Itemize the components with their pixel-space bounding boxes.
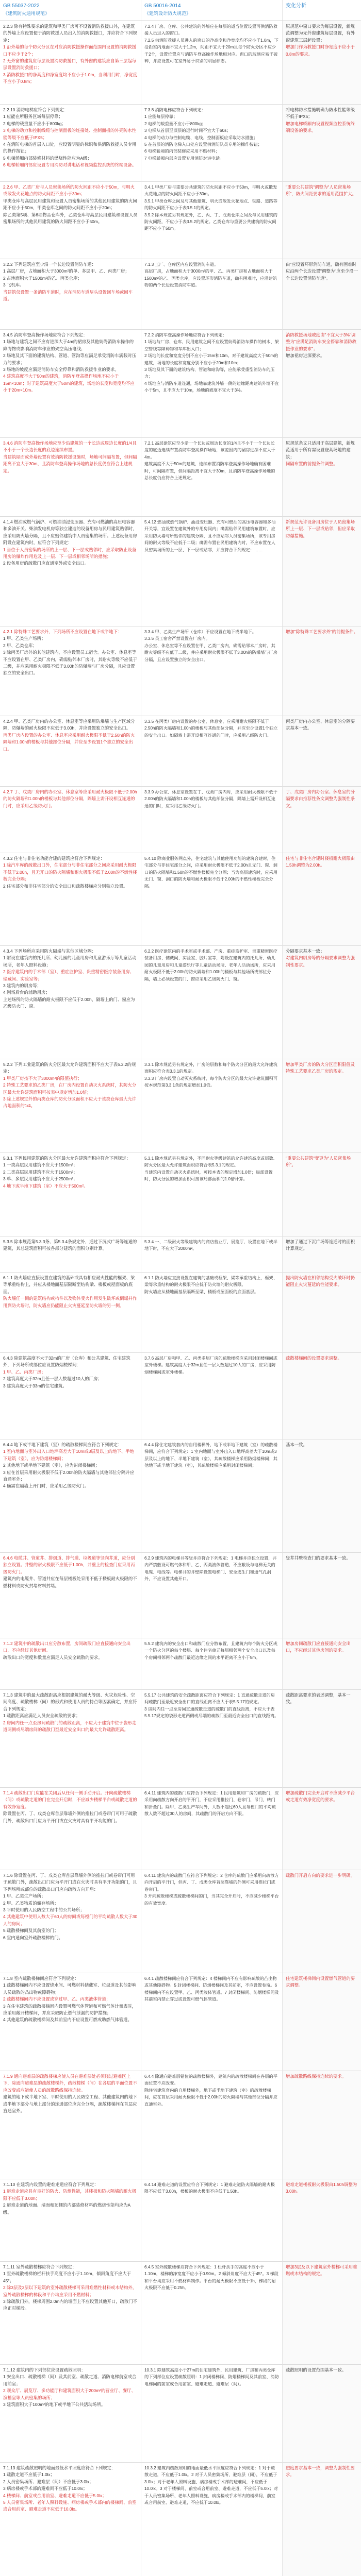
header-col-gb50016-name: 《建筑设计防火规范》 bbox=[144, 11, 191, 16]
old-standard-cell bbox=[141, 2179, 283, 2262]
clause-text: 增加疏散门完全开启时不应减少平台或走道有效净宽度的要求。 bbox=[286, 1790, 355, 1803]
new-standard-cell bbox=[0, 1353, 141, 1439]
clause-text: 2 甲、乙类仓库； bbox=[3, 642, 37, 648]
clause-text: 5.3.4 一、二级耐火等级建筑内的商店营业厅、展览厅，设置在地下或半地下时，不应大于2000m²。 bbox=[144, 1240, 277, 1251]
clause-text: 4 在消防电梯的首层入口处，应设置明显的标识和供消防救援人员专用的操作按钮； bbox=[3, 142, 137, 154]
old-standard-cell bbox=[141, 330, 283, 438]
change-analysis-cell bbox=[283, 787, 361, 853]
clause-text: 3 场地及其下面的建筑结构、管道和暗沟等，应能承受重型消防车的压力； bbox=[144, 367, 275, 379]
clause-text: 疏散出口的宽度和数量应满足人员安全疏散的要求。 bbox=[3, 1654, 103, 1660]
new-standard-cell bbox=[0, 2071, 141, 2179]
clause-text: 6 电梯轿厢内部应设置专用消防对讲电话和视频监控系统的终端设备。 bbox=[3, 162, 137, 168]
old-standard-cell bbox=[141, 2365, 283, 2463]
clause-text: 当建筑内设置自动灭火系统时，可按本表的规定增加1.0倍；局部设置时，防火分区的增加面积可按该局部面积的1.0倍计算。 bbox=[144, 1170, 273, 1182]
clause-text: 7.3.8 消防电梯应符合下列规定： bbox=[144, 108, 206, 112]
clause-text: 增加房间疏散门应直接通向安全出口，不应经过其他房间的要求。 bbox=[286, 1641, 351, 1653]
clause-text: 1 场地与建筑之间不应有进深大于4m的裙房及其他妨碍消防车操作的障碍物或影响消防车作业的架空高压电线； bbox=[3, 339, 134, 351]
clause-text: 4 剧场后台的辅助用房； bbox=[3, 990, 50, 995]
new-standard-cell bbox=[0, 2179, 141, 2262]
clause-text: 5.4.10 除商业服务网点外，住宅建筑与其他使用功能的建筑合建时，住宅部分与非住宅部分之间，应采用耐火极限不低于2.00h且无门、窗、洞口的防火隔墙和1.50h的不燃性楼板完全分隔；当为高层建筑时，应采用无门、窗、洞口的防火墙和耐火极限不低于2.00h的不燃性楼板完全分隔。 bbox=[144, 856, 277, 889]
old-standard-cell bbox=[141, 1059, 283, 1153]
new-standard-cell bbox=[0, 716, 141, 787]
clause-text: 7.1.4 疏散出口门应能在关闭后从任何一侧手动开启。开向疏散楼梯（间）或疏散走道的门在完全开启时，不应减少楼梯平台或疏散走道的有效净宽度。 bbox=[3, 1790, 137, 1809]
new-standard-cell bbox=[0, 517, 141, 626]
clause-text: 3.3.3 厂房内设置自动灭火系统时，每个防火分区的最大允许建筑面积可按本规范第3.3.1条的规定增加1.0倍。 bbox=[144, 1076, 277, 1088]
clause-text: 2 住宅部分和非住宅部分的安全出口和疏散楼梯应分别独立设置。 bbox=[3, 883, 128, 889]
new-standard-cell bbox=[0, 1870, 141, 1973]
change-analysis-cell bbox=[283, 2179, 361, 2262]
clause-text: 2 场地的长度和宽度分别不应小于15m和10m。对于建筑高度大于50m的建筑，场地的长度和宽度分别不应小于20m和10m； bbox=[144, 353, 278, 365]
clause-text: 5 人员密集场所、老年人照料设施、病房楼或手术部内的楼梯间、前室或合用前室、避难走道不应低于10.0lx。 bbox=[3, 2500, 137, 2512]
old-standard-cell bbox=[141, 259, 283, 330]
clause-text: 3.2.2 下列建筑应至少沿一个长边设置消防车道： bbox=[3, 262, 96, 267]
clause-text: 原规范条文只适用于高层建筑，新规范适用于所有需设置登高场地的建筑； bbox=[286, 440, 355, 460]
clause-text: 3 建筑内的厨房等； bbox=[3, 983, 41, 989]
header-col-analysis-title: 变化分析 bbox=[286, 3, 306, 9]
clause-text: 6.4.5 室外疏散楼梯应符合下列规定：1 栏杆扶手的高度不应小于1.10m，楼梯的净宽度不应小于0.90m。2 倾斜角度不应大于45°。3 梯段和平台均应采用不燃材料制作。平台的耐火极限不应低于1h，梯段的耐火极限不应低于0.25h。 bbox=[144, 2265, 278, 2291]
old-standard-cell bbox=[141, 1353, 283, 1439]
clause-text: 对建筑内厨房等的分隔要求调整为强制性要求。 bbox=[286, 955, 355, 968]
clause-text: 4.1.4 燃油或燃气锅炉、可燃油油浸变压器、充有可燃油的高压电容器和多油开关、柴油发电机房等独立建造的设备用房与民用建筑贴邻时，应采用防火墙分隔，且不应贴邻建筑中人员密集的场所。上述设备用房附设在建筑内时，应符合下列规定： bbox=[3, 519, 137, 546]
clause-text: 疏散距离要求的表述调整，基本一致。 bbox=[286, 1692, 351, 1705]
old-standard-cell bbox=[141, 626, 283, 716]
clause-text: 7.1.3 工厂、仓库区内应设置消防车道。 bbox=[144, 262, 219, 267]
clause-text: 2 其他地下或半地下建筑（室），应为封闭楼梯间； bbox=[3, 1463, 100, 1468]
clause-text: 4 确需在隔墙上开门时，应采用乙级防火门。 bbox=[3, 1483, 89, 1489]
clause-text: 办公室、休息室等不应设置在甲、乙类厂房内，确需贴邻本厂房时，其耐火等级不应低于二级，并应采用耐火极限不低于3.00h的防爆墙与厂房分隔，且应设置独立的安全出口。 bbox=[144, 643, 277, 662]
new-standard-cell bbox=[0, 1153, 141, 1236]
clause-text: 新规范允许设备用房位于人员密集场所上一层、下一层或贴邻，但应采取防爆措施。 bbox=[286, 519, 355, 538]
change-analysis-cell bbox=[283, 1973, 361, 2071]
clause-text: 7.2.4 厂房、仓库、公共建筑的外墙应在每层的适当位置设置可供消防救援人员进入的窗口。 bbox=[144, 24, 277, 36]
clause-text: 4.2.4 甲、乙类厂房内的办公室、休息室等应采用防爆墙与生产区域分隔，防爆墙的耐火极限不应低于3.00h，并应设置独立的安全出口。 bbox=[3, 719, 135, 731]
clause-text: 6.1.1 防火墙应直接设置在建筑的基础或具有相应耐火性能的框架、梁等承重结构上，并应从楼地面基层隔断至结构梁、楼板或屋面板的底面。 bbox=[3, 1275, 135, 1294]
old-standard-cell bbox=[141, 182, 283, 259]
clause-text: 6.4.11 建筑内的疏散门应符合下列规定：1 民用建筑和厂房的疏散门，应采用向疏散方向开启的平开门，不应采用推拉门、卷帘门、吊门、转门和折叠门。除甲、乙类生产车间外，人数不超过60人且每樘门的平均疏散人数不超过30人的房间，其疏散门的开启方向不限。 bbox=[144, 1791, 279, 1817]
change-analysis-cell bbox=[283, 1236, 361, 1273]
clause-text: 3 单、多层民用建筑不应大于2500m²； bbox=[3, 1176, 78, 1182]
clause-text: 1 当位于人员密集的场所的上一层、下一层或贴邻时，应采取防止设备用房的爆炸作用危及上一层、下一层或相邻场所的措施； bbox=[3, 547, 137, 560]
new-standard-cell bbox=[0, 1439, 141, 1553]
new-standard-cell bbox=[0, 21, 141, 105]
change-analysis-cell bbox=[283, 517, 361, 626]
new-standard-cell bbox=[0, 1273, 141, 1353]
old-standard-cell bbox=[141, 2071, 283, 2179]
clause-text: 除设置在丙、丁、戊类仓库首层靠墙外侧的推拉门或卷帘门可用于疏散门外，疏散出口门应为平开门或在火灾时具有平开功能的门。 bbox=[3, 1811, 137, 1823]
clause-text: 增加疏散路线保持连续的要求。 bbox=[286, 2074, 347, 2079]
clause-text: 7 电梯轿厢内部应设置专用消防对讲电话。 bbox=[144, 156, 224, 161]
clause-text: 2 设备用房的疏散门应直通室外或安全出口。 bbox=[3, 561, 89, 566]
old-standard-cell bbox=[141, 21, 283, 105]
clause-text: 4.2.1 除特殊工艺要求外，下列场所不应设置在地下或半地下： bbox=[3, 629, 122, 634]
clause-text: 10.3.1 除建筑高度小于27m的住宅建筑外，民用建筑、厂房和丙类仓库的下列部位应设置疏散照明：1 封闭楼梯间、防烟楼梯间及其前室、消防电梯间的前室或合用前室、避难走道、避难层（间）。 bbox=[144, 2368, 279, 2386]
clause-text: 2 二类高层民用建筑不应大于1500m²； bbox=[3, 1169, 78, 1175]
clause-text: 1 室外疏散楼梯的栏杆扶手高度不应小于1.10m，倾斜角度不应大于45°； bbox=[3, 2271, 132, 2283]
clause-text: 10.3.2 建筑内疏散照明的地面最低水平照度应符合下列规定：1 对于疏散走道，不应低于1.0lx。2 对于人员密集场所、避难层（间），不应低于3.0lx；对于老年人照料设施、病房楼或手术部的避难间，不应低于10.0lx。3 对于楼梯间、前室或合用前室、避难走道，不应低于5.0lx；对于人员密集场所、老年人照料设施、病房楼或手术部内的楼梯间、前室或合用前室、避难走道，不应低于10.0lx。 bbox=[144, 2466, 278, 2505]
old-standard-cell bbox=[141, 946, 283, 1059]
clause-text: 2 医疗建筑内的手术部（室）、重症监护室、贵重精密医疗装备用房、储藏间、实验室等； bbox=[3, 969, 135, 981]
new-standard-cell bbox=[0, 2365, 141, 2463]
clause-text: 防火墙应从楼地面基层隔断至梁、楼板或屋面板的底面基层。 bbox=[144, 1289, 259, 1294]
clause-text: 竖井井壁检查门的要求基本一致。 bbox=[286, 1555, 351, 1561]
clause-text: 丁、戊类厂房内办公室、休息室的分隔要求由推荐性条文调整为强制性条文。 bbox=[286, 789, 355, 808]
clause-text: 4 建筑高度不大于50m的建筑，消防车登高操作场地不应小于15m×10m；对于建筑高度大于50m的建筑，场地的长度和宽度均不应小于20m×10m。 bbox=[3, 374, 135, 393]
clause-text: 3.4.5 消防车登高操作场地应符合下列规定： bbox=[3, 332, 88, 337]
clause-text: 3 除疏散门外，楼梯周围2.0m内的墙面上不应设置其他开口，疏散门不应正对梯段。 bbox=[3, 2299, 138, 2311]
change-analysis-cell bbox=[283, 182, 361, 259]
clause-text: 7.1.9 通向避难层的疏散楼梯应使人员在避难层处必须经过避难区上下，除通向避难层的疏散楼梯外，疏散楼梯（间）在各层的平面位置不应改变或应能使人员的疏散路线保持连续。 bbox=[3, 2074, 137, 2093]
new-standard-cell bbox=[0, 105, 141, 182]
clause-text: 5 电梯轿厢内部装修材料的燃烧性能应为A级； bbox=[3, 155, 92, 161]
clause-text: 3 建筑面积大于100m²的地下或半地下公共活动场所。 bbox=[3, 2402, 106, 2408]
clause-text: 提出防火墙在相邻结构受火破坏时仍能阻止火灾蔓延的性能要求。 bbox=[286, 1275, 355, 1287]
clause-text: 3.4.6 消防车登高操作场地应至少沿建筑的一个长边或周边长度的1/4且不小于一个长边长度的底边连续布置。 bbox=[3, 440, 137, 453]
clause-text: 7.1.11 室外疏散楼梯应符合下列规定： bbox=[3, 2264, 77, 2269]
clause-text: 3 病房楼或手术部的避难间不应低于10.0lx； bbox=[3, 2486, 88, 2492]
clause-text: 1 甲、乙类生产场所； bbox=[3, 636, 46, 641]
clause-text: 基本一致。 bbox=[286, 1442, 307, 1447]
new-standard-cell bbox=[0, 853, 141, 946]
clause-text: 由"应设置环形消防车道，确有困难时应沿两个长边设置"调整为"应至少沿一个长边设置消防车道"。 bbox=[286, 262, 358, 281]
clause-text: 4 楼梯间、前室或合用前室、避难走道不应低于5.0lx； bbox=[3, 2493, 107, 2498]
clause-text: 将电梯防水措施明确为防水性能等级不低于IPX5； bbox=[286, 107, 355, 120]
clause-text: 3 开向疏散楼梯或疏散楼梯间的门，当其完全开启时，不应减少楼梯平台的有效宽度。 bbox=[144, 1894, 279, 1906]
clause-text: 7.1.13 建筑疏散照明的地面最低水平照度应符合下列规定： bbox=[3, 2465, 116, 2470]
clause-text: 2 除3层及3层以下建筑的室外疏散楼梯可采用难燃性材料或木结构外，室外疏散楼梯的梯段和平台均应采用不燃材料； bbox=[3, 2285, 137, 2297]
old-standard-cell bbox=[141, 1638, 283, 1690]
clause-text: 4 地下或半地下建筑（室）不应大于500m²。 bbox=[3, 1183, 88, 1189]
clause-text: 1 一类高层民用建筑不应大于1500m²； bbox=[3, 1162, 78, 1168]
change-analysis-cell bbox=[283, 21, 361, 105]
clause-text: 3 建筑高度大于33m的住宅建筑。 bbox=[3, 1383, 67, 1388]
clause-text: 增加门作为救援口时净宽度不应小于0.8m的要求。 bbox=[286, 44, 355, 57]
clause-text: 1 避难走道应具有良好的防火、防烟性能，其楼板和防火隔墙的耐火极限不应低于3.00h； bbox=[3, 2189, 137, 2201]
change-analysis-cell bbox=[283, 1273, 361, 1353]
clause-text: 1 应能每层停靠； bbox=[144, 114, 178, 120]
clause-text: 1 应能在所服务区域每层停靠； bbox=[3, 114, 63, 120]
change-analysis-cell bbox=[283, 1553, 361, 1638]
clause-text: 2 观众厅、展览厅、多功能厅和建筑面积大于200m²的营业厅、餐厅、演播室等人员密集的场所； bbox=[3, 2388, 136, 2400]
clause-text: 5 在首层的消防电梯入口处应设置供消防队员专用的操作按钮； bbox=[144, 142, 262, 147]
new-standard-cell bbox=[0, 626, 141, 716]
change-analysis-cell bbox=[283, 626, 361, 716]
clause-text: 2 人员密集场所、避难层（间）不应低于3.0lx； bbox=[3, 2479, 94, 2484]
clause-text: 防火墙任一侧的建筑结构或构件以及物体受火作用发生破坏或倒塌并作用到防火墙时，防火墙应仍能阻止火灾蔓延至防火墙的另一侧。 bbox=[3, 1296, 137, 1308]
clause-text: 3.5.2 除本规范另有规定外，乙、丙、丁、戊类仓库之间及与民用建筑的防火间距，不应小于表3.5.2的规定。乙类仓库与重要公共建筑的防火间距不应小于50m。 bbox=[144, 212, 277, 231]
clause-text: 1 甲、乙类生产场所； bbox=[3, 1893, 46, 1899]
clause-text: 3 除上述规定外的丙类仓库的防火分区面积不应大于该类仓库最大允许占地面积的1/4。 bbox=[3, 1096, 137, 1109]
clause-text: 7.2.5 供消防救援人员进入的窗口的净高度和净宽度均不应小于1.0m，下沿距室内地面不宜大于1.2m，间距不宜大于20m且每个防火分区不应少于2个，设置位置应与消防车登高操作场地相对应。窗口的玻璃应易于破碎，并应设置可在室外易于识别的明显标志。 bbox=[144, 38, 278, 64]
clause-text: 3 飞机库。 bbox=[3, 282, 24, 288]
new-standard-cell bbox=[0, 330, 141, 438]
change-analysis-cell bbox=[283, 1353, 361, 1439]
clause-text: 2 占地面积大于1500m²的乙、丙类仓库； bbox=[3, 275, 82, 281]
clause-text: 当建筑仅设置一条消防车道时，应在消防车道尽头设置回车场或回车道。 bbox=[3, 289, 133, 302]
clause-text: 1 甲类厂房按不大于3000m²的限值执行； bbox=[3, 1075, 82, 1081]
change-analysis-cell bbox=[283, 2463, 361, 2576]
clause-text: 3 除丙类厂房外的其他建筑内，不应设置员工宿舍。办公室、休息室等不应设置在甲、乙类厂房内，确需贴邻本厂房时，其耐火等级不应低于二级，并应采用耐火极限不低于3.00h的防爆墙与厂房分隔，且应设置独立的安全出口。 bbox=[3, 650, 137, 676]
clause-text: 住宅建筑楼梯间内设置燃气管道的要求调整。 bbox=[286, 1976, 355, 1988]
header-col-gb50016 bbox=[141, 0, 283, 21]
old-standard-cell bbox=[141, 1153, 283, 1236]
clause-text: "重要公共建筑"变更为"人员密集场所"。 bbox=[286, 1156, 351, 1168]
new-standard-cell bbox=[0, 259, 141, 330]
clause-text: 6.4.4 地下或半地下建筑（室）的疏散楼梯间应符合下列规定： bbox=[3, 1442, 122, 1447]
change-analysis-cell bbox=[283, 1638, 361, 1690]
old-standard-cell bbox=[141, 2463, 283, 2576]
clause-text: 甲类仓库与高层民用建筑和设置人员密集场所的其他民用建筑的防火间距不应小于50m，甲类仓库之间的防火间距不应小于20m； bbox=[3, 198, 137, 211]
clause-text: 3.3.4 甲、乙类生产场所（仓库）不应设置在地下或半地下。 bbox=[144, 630, 256, 634]
clause-text: 6.4.11 建筑内的疏散门应符合下列规定：2 仓库的疏散门应采用向疏散方向开启的平开门，但丙、丁、戊类仓库首层靠墙的外侧可采用推拉门或卷帘门。 bbox=[144, 1873, 279, 1892]
clause-text: 增加电梯轿厢内设置视频监控系统终端设备的要求。 bbox=[286, 121, 355, 133]
clause-text: 7.1.12 建筑内的下列部位应设置疏散照明： bbox=[3, 2367, 86, 2372]
change-analysis-cell bbox=[283, 853, 361, 946]
old-standard-cell bbox=[141, 853, 283, 946]
header-col-gb55037-name: 《建筑防火通用规范》 bbox=[3, 11, 50, 16]
clause-text: 2 场地及其下面的建筑结构、管道、管沟等应满足承受消防车满载时压力的要求； bbox=[3, 353, 137, 365]
old-standard-cell bbox=[141, 517, 283, 626]
clause-text: 建筑高度不大于50m的建筑，连续布置消防车登高操作场地确有困难时，可间隔布置，但间隔距离不宜大于30m，且消防车登高操作场地的总长度仍应符合上述规定。 bbox=[144, 462, 275, 481]
old-standard-cell bbox=[141, 1273, 283, 1353]
clause-text: 1 疏散距离应满足人员安全疏散的要求； bbox=[3, 1713, 80, 1719]
new-standard-cell bbox=[0, 1638, 141, 1690]
clause-text: 1 附设在建筑内的托儿所、幼儿园的儿童用房和儿童游乐厅等儿童活动场所，老年人照料设施； bbox=[3, 955, 137, 968]
clause-text: 1 甲、乙、丙类厂房； bbox=[3, 1369, 46, 1375]
old-standard-cell bbox=[141, 1788, 283, 1870]
new-standard-cell bbox=[0, 1973, 141, 2071]
clause-text: 1 疏散走道不应低于1.0lx； bbox=[3, 2472, 55, 2478]
new-standard-cell bbox=[0, 2262, 141, 2365]
clause-text: 1 高层厂房，占地面积大于3000m²的单、多层甲、乙、丙类厂房； bbox=[3, 268, 129, 274]
change-analysis-cell bbox=[283, 330, 361, 438]
clause-text: 7.2.1 高层建筑应至少沿一个长边或周边长度的1/4且不小于一个长边长度的底边连续布置消防车登高操作场地，该范围内的裙房进深不应大于4m。 bbox=[144, 441, 275, 460]
clause-text: 3 电梯的动力和控制线缆与控制面板的连接处、控制面板的外壳防水性能等级不应低于IPX5； bbox=[3, 128, 137, 140]
clause-text: 3 平时使用的人民防空工程中的公共场所； bbox=[3, 1907, 85, 1913]
clause-text: 4 其他建筑的疏散楼梯间及其前室内不应设置可燃或助燃气体管道。 bbox=[3, 2017, 132, 2023]
clause-text: 2 疏散楼梯间内不应设置或穿过甲、乙、丙类液体管道； bbox=[3, 1996, 110, 2002]
clause-text: 增加3层及以下建筑室外楼梯可采用难燃或木结构的规定。 bbox=[286, 2264, 357, 2277]
clause-text: 3.3.5 员工宿舍严禁设置在厂房内。 bbox=[144, 636, 210, 641]
clause-text: 5.2.2 下列工业建筑的防火分区最大允许建筑面积不应大于表5.2.2的规定： bbox=[3, 1062, 136, 1074]
clause-text: 3.3.1 除本规范另有规定外，厂房的层数和每个防火分区的最大允许建筑面积应符合表3.3.1的规定。 bbox=[144, 1062, 277, 1074]
new-standard-cell bbox=[0, 787, 141, 853]
clause-text: 高层厂房，占地面积大于3000m²的甲、乙、丙类厂房和占地面积大于1500m²的乙、丙类仓库，应设置环形消防车道，确有困难时，应沿建筑物的两个长边设置消防车道。 bbox=[144, 269, 277, 288]
clause-text: 3 房间内任一点至房间直通疏散走道的疏散门的直线距离，不应大于表5.5.17规定的袋形走道两侧或尽端的疏散门至最近安全出口的直线距离。 bbox=[144, 1706, 279, 1719]
clause-text: 建筑的地下或半地下室、平时使用的人民防空工程、其他建筑内的地下或半地下部分与地上部分的连通部位应完全分隔，疏散楼梯间在首层应直通室外。 bbox=[3, 2094, 137, 2114]
clause-text: 5.3.1 除本规范另有规定外，不同耐火等级建筑的允许建筑高度或层数、防火分区最大允许建筑面积应符合表5.3.1的规定。 bbox=[144, 1156, 277, 1168]
clause-text: 6.4.3 除建筑高度不大于32m的厂房（仓库）和公共建筑、住宅建筑外，下列场所或部位应设置防烟楼梯间： bbox=[3, 1355, 130, 1368]
old-standard-cell bbox=[141, 1553, 283, 1638]
clause-text: 照度要求基本一致，调整为强制性要求。 bbox=[286, 2465, 355, 2478]
clause-text: 上述场所的防火隔墙的耐火极限不应低于2.00h，隔墙上的门、窗应为乙级防火门、窗。 bbox=[3, 996, 135, 1009]
clause-text: 6.4.1 疏散楼梯间应符合下列规定：4 楼梯间内不应有影响疏散的凸出物或其他障碍物。5 封闭楼梯间、防烟楼梯间及其前室，不应设置卷帘。6 楼梯间内不应设置甲、乙、丙类液体管道。7 封闭楼梯间、防烟楼梯间及其前室内禁止穿过或设置可燃气体管道。 bbox=[144, 1976, 279, 2002]
clause-text: 1 沿外墙的每个防火分区在对应消防救援操作面范围内设置的消防救援口不应少于2个； bbox=[3, 44, 137, 57]
clause-text: 3.3.5 在丙类厂房内设置的办公室、休息室，应采用耐火极限不低于2.50h的防火隔墙和1.00h的楼板与其他部位分隔，并应至少设置1个独立的安全出口。如隔墙上需开设相互连通的门时，应采用乙级防火门。 bbox=[144, 719, 278, 738]
change-analysis-cell bbox=[283, 105, 361, 182]
clause-text: 5 疏散楼梯间及其前室的门； bbox=[3, 1928, 59, 1934]
clause-text: 疏散楼梯间的设置要求调整。 bbox=[286, 1355, 342, 1361]
old-standard-cell bbox=[141, 438, 283, 517]
clause-text: 5.4.12 燃油或燃气锅炉、油浸变压器、充有可燃油的高压电容器和多油开关等，宜设置在建筑外的专用房间内；确需贴邻民用建筑布置时，应采用防火墙与所贴邻的建筑分隔，且不应贴邻人员密集场所，该专用房间的耐火等级不应低于二级；确需布置在民用建筑内时，不应布置在人员密集场所的上一层、下一层或贴邻，并应符合下列规定：…… bbox=[144, 520, 276, 552]
change-analysis-cell bbox=[283, 1788, 361, 1870]
clause-text: 6.1.1 防火墙应直接设置在建筑的基础或框架、梁等承重结构上，框架、梁等承重结构的耐火极限不应低于防火墙的耐火极限。 bbox=[144, 1276, 277, 1287]
new-standard-cell bbox=[0, 2463, 141, 2576]
new-standard-cell bbox=[0, 1690, 141, 1788]
clause-text: 5.3.1 下列民用建筑的防火分区最大允许建筑面积应符合下列规定： bbox=[3, 1156, 131, 1161]
clause-text: 增加裙房进深要求。 bbox=[286, 353, 325, 359]
clause-text: 除住宅建筑套内的自用楼梯外，地下或半地下建筑（室）的疏散楼梯间，应在首层采用耐火极限不低于2.00h的防火隔墙与其他部位分隔并应直通室外。 bbox=[144, 2088, 277, 2107]
change-analysis-cell bbox=[283, 1690, 361, 1788]
clause-text: 2 房间内任一点至房间疏散门的疏散距离，不应大于建筑中位于袋形走道两侧或尽端房间的疏散门至最近安全出口的最大允许疏散距离。 bbox=[3, 1720, 137, 1733]
clause-text: 7.1.2 建筑中的疏散出口应分散布置，房间疏散门应直接通向安全出口，不应经过其他房间。 bbox=[3, 1641, 131, 1653]
clause-text: 6.4.14 避难走道的设置应符合下列规定：1 避难走道防火隔墙的耐火极限不应低于3.00h，楼板的耐火极限不应低于1.50h。 bbox=[144, 2182, 275, 2194]
clause-text: 7.1.10 在建筑内设置的避难走道应符合下列规定： bbox=[3, 2182, 99, 2187]
change-analysis-cell bbox=[283, 1870, 361, 1973]
clause-text: 丙类厂房内办公室、休息室的分隔要求基本一致。 bbox=[286, 719, 355, 731]
clause-text: 间隔布置的前提条件调整。 bbox=[286, 461, 338, 467]
clause-text: 6.2.9 建筑内的电梯井等竖井应符合下列规定：1 电梯井应独立设置，井内严禁敷设可燃气体和甲、乙、丙类液体管道，不应敷设与电梯无关的电缆、电线等。电梯井的井壁除设置电梯门、安全逃生门和通气孔洞外，不应设置其他开口。 bbox=[144, 1556, 277, 1582]
clause-text: 2 电梯的载重量不应小于800kg； bbox=[3, 121, 66, 126]
clause-text: 2 建筑高度大于32m且任一层人数超过10人的厂房； bbox=[3, 1376, 102, 1382]
old-standard-cell bbox=[141, 2262, 283, 2365]
change-analysis-cell bbox=[283, 716, 361, 787]
clause-text: 4.2.7 丁、戊类厂房内的办公室、休息室等应采用耐火极限不低于2.00h的防火隔墙和1.00h的楼板与其他部位分隔，隔墙上需开设相互连通的门时，应采用乙级防火门。 bbox=[3, 789, 137, 808]
header-col-analysis bbox=[283, 0, 361, 21]
clause-text: 疏散门开启方向的要求进一步明确。 bbox=[286, 1873, 355, 1878]
clause-text: 7.1.6 除设置在丙、丁、戊类仓库首层靠墙外侧的推拉门或卷帘门可用于疏散门外，疏散出口门应为平开门或在火灾时具有平开功能的门，且下列场所或部位的疏散出口门应向疏散方向开启： bbox=[3, 1873, 137, 1892]
clause-text: 当建筑屋面或外墙设置有效消防救援设施时，场地可间隔布置，但间隔距离不宜大于30m，且消防车登高操作场地的总长度仍应符合上述规定。 bbox=[3, 454, 137, 473]
clause-text: 3.7.6 高层厂房和甲、乙、丙类多层厂房的疏散楼梯应采用封闭楼梯间或室外楼梯。建筑高度大于32m且任一层人数超过10人的厂房，应采用防烟楼梯间或室外楼梯。 bbox=[144, 1356, 277, 1375]
change-analysis-cell bbox=[283, 1153, 361, 1236]
change-analysis-cell bbox=[283, 946, 361, 1059]
old-standard-cell bbox=[141, 1690, 283, 1788]
clause-text: 4 电梯的动力与控制电缆、电线、控制面板应采取防水措施； bbox=[144, 135, 258, 140]
clause-text: 丙类厂房内设置的办公室、休息室应采用耐火极限不低于2.50h的防火隔墙和1.00h的楼板与其他部位分隔，并应至少设置1个独立的安全出口。 bbox=[3, 732, 135, 752]
clause-text: 3 消防救援口的净高度和净宽度均不应小于1.0m，当利用门时，净宽度不应小于0.8m； bbox=[3, 72, 138, 84]
clause-text: 原规范中窗口要求为每层设置，新规范调整为无外窗建筑每层设置，有外窗建筑三层起设置； bbox=[286, 24, 355, 43]
clause-text: 除乙类第5项、第6项物品仓库外，乙类仓库与高层民用建筑和设置人员密集场所的其他民用建筑的防火间距不应小于50m。 bbox=[3, 212, 138, 225]
change-analysis-cell bbox=[283, 2071, 361, 2179]
clause-text: 6 室内通向室外疏散楼梯的门。 bbox=[3, 1935, 63, 1940]
clause-text: 3.4.1 甲类厂房与重要公共建筑的防火间距不应小于50m，与明火或散发火花地点的防火间距不应小于30m。 bbox=[144, 185, 277, 197]
clause-text: 增加甲类厂房的防火分区面积限值及特殊工艺要求乙类厂房的规定。 bbox=[286, 1062, 355, 1074]
header-col-gb50016-code: GB 50016-2014 bbox=[144, 3, 181, 9]
clause-text: 2.2.10 消防电梯应符合下列规定： bbox=[3, 107, 69, 112]
clause-text: "重要公共建筑"调整为"人员密集场所"，防火间距要求的适用范围扩大。 bbox=[286, 184, 356, 197]
clause-text: 增加"除特殊工艺要求外"的前提条件。 bbox=[286, 629, 358, 634]
old-standard-cell bbox=[141, 1870, 283, 1973]
clause-text: 5.5.17 公共建筑的安全疏散距离应符合下列规定：1 直通疏散走道的房间疏散门至最近安全出口的直线距离不应大于表5.5.17的规定。 bbox=[144, 1693, 275, 1705]
clause-text: 1 安全出口、疏散楼梯（间）及其前室、疏散走道、消防电梯前室或合用前室； bbox=[3, 2374, 137, 2386]
clause-text: 6.4.6 电缆井、管道井、排烟道、排气道、垃圾道等竖向井道，应分别独立设置。井壁的耐火极限不应低于1.00h，井壁上的检查门应采用丙级防火门。 bbox=[3, 1555, 135, 1574]
clause-text: 5.3.5 除本规范第5.3.3条、第5.3.4条规定外，通过下沉式广场等连通的建筑，其总建筑面积可按各部分建筑的面积分别计算。 bbox=[3, 1239, 137, 1251]
header-col-gb55037-code: GB 55037-2022 bbox=[3, 3, 40, 9]
clause-text: 疏散照明的设置范围基本一致。 bbox=[286, 2367, 347, 2372]
change-analysis-cell bbox=[283, 259, 361, 330]
new-standard-cell bbox=[0, 182, 141, 259]
change-analysis-cell bbox=[283, 2262, 361, 2365]
change-analysis-cell bbox=[283, 438, 361, 517]
clause-text: 2.2.6 甲、乙类厂房与人员密集场所的防火间距不应小于50m，与明火或散发火花地点的防火间距不应小于30m； bbox=[3, 184, 135, 197]
clause-text: 3.3.9 办公室、休息室设置在丁、戊类厂房内时，应采用耐火极限不低于2.00h的防火隔墙和1.00h的楼板与其他部位分隔，隔墙上需开设相互连通的门时，应采用乙级防火门。 bbox=[144, 790, 277, 808]
old-standard-cell bbox=[141, 1973, 283, 2071]
clause-text: 2 甲、乙类物质的储存场所； bbox=[3, 1900, 59, 1906]
old-standard-cell bbox=[141, 716, 283, 787]
old-standard-cell bbox=[141, 787, 283, 853]
clause-text: 3 应在首层采用耐火极限不低于2.00h的防火隔墙与其他部位分隔并应直通室外； bbox=[3, 1469, 135, 1482]
clause-text: 4.3.4 下列场所应采用防火隔墙与其他区域分隔： bbox=[3, 948, 96, 954]
clause-text: 6.4.4 除住宅建筑套内的自用楼梯外，地下或半地下建筑（室）的疏散楼梯间，应符合下列规定：1 室内地面与室外出入口地坪高差大于10m或3层及以上的地下、半地下建筑（室），其疏散楼梯应采用防烟楼梯间；其他地下或半地下建筑（室），其疏散楼梯应采用封闭楼梯间； bbox=[144, 1443, 277, 1468]
clause-text: 4 场地应与消防车道连通，场地靠建筑外墙一侧的边缘距离建筑外墙不宜小于5m，且不应大于10m，场地的坡度不宜大于3%。 bbox=[144, 381, 279, 393]
clause-text: 7.1.8 室内疏散楼梯间应符合下列规定： bbox=[3, 1976, 79, 1981]
new-standard-cell bbox=[0, 438, 141, 517]
clause-text: 4 其他建筑中使用人数大于60人的房间或每樘门的平均疏散人数大于30人的房间； bbox=[3, 1914, 138, 1926]
new-standard-cell bbox=[0, 1553, 141, 1638]
clause-text: 1 除汽车库的疏散出口外，住宅部分与非住宅部分之间应采用耐火极限不低于2.00h，且无开口的防火隔墙和耐火极限不低于2.00h的不燃性楼板完全分隔； bbox=[3, 862, 137, 882]
clause-text: 7.1.3 建筑中的最大疏散距离应根据建筑的耐火等级、火灾危险性、空间高度、疏散楼梯（间）的形式和使用人员的特点等因素确定，并应符合下列规定： bbox=[3, 1692, 137, 1711]
change-analysis-cell bbox=[283, 1059, 361, 1153]
new-standard-cell bbox=[0, 1059, 141, 1153]
clause-text: 6.4.4 除通向避难层错位的疏散楼梯外，建筑内的疏散楼梯间在各层的平面位置不应改变。 bbox=[144, 2074, 277, 2086]
clause-text: 5.5.2 建筑内的安全出口和疏散门应分散布置，且建筑内每个防火分区或一个防火分区的每个楼层、每个住宅单元每层相邻两个安全出口以及每个房间相邻两个疏散门最近边缘之间的水平距离不应小于5m。 bbox=[144, 1641, 277, 1660]
clause-text: 2 特殊工艺要求的乙类厂房，在厂房内设置自动灭火系统时，其防火分区最大允许建筑面积可按表中规定增加1.0倍； bbox=[3, 1082, 137, 1095]
clause-text: 2 电梯的载重量不应小于800kg； bbox=[144, 121, 206, 126]
clause-text: 1 疏散楼梯间内不应设置烧水间、可燃材料储藏室、垃圾道及其他影响人员疏散的凸出物或障碍物； bbox=[3, 1982, 137, 1995]
clause-text: 1 室内地面与室外出入口地坪高差大于10m或3层及以上的地下、半地下建筑（室），应为防烟楼梯间； bbox=[3, 1449, 135, 1461]
old-standard-cell bbox=[141, 1439, 283, 1553]
clause-text: 3 场地的坡度应满足消防车安全停靠和消防救援作业的要求。 bbox=[3, 367, 119, 372]
clause-text: 3 在住宅建筑的疏散楼梯间内设置可燃气体管道和可燃气体计量表时，应采用敞开楼梯间，并应采取防止燃气泄漏的防护措施； bbox=[3, 2003, 137, 2016]
clause-text: 建筑内的电缆井、管道井应在每层楼板处采用不低于楼板耐火极限的不燃材料或防火封堵材料封堵。 bbox=[3, 1576, 137, 1588]
clause-text: 2.2.3 除有特殊要求的建筑和甲类厂房可不设置消防救援口外，在建筑的外墙上应设置便于消防救援人员出入的消防救援口，并应符合下列规定： bbox=[3, 24, 137, 43]
change-analysis-cell bbox=[283, 1439, 361, 1553]
old-standard-cell bbox=[141, 1236, 283, 1273]
header-col-gb55037 bbox=[0, 0, 141, 21]
clause-text: 分隔要求基本一致； bbox=[286, 948, 325, 954]
change-analysis-cell bbox=[283, 2365, 361, 2463]
clause-text: 6.2.2 医疗建筑内的手术室或手术部、产房、重症监护室、贵重精密医疗装备用房、储藏间、实验室、胶片室等，附设在建筑内的托儿所、幼儿园的儿童用房和儿童游乐厅等儿童活动场所、老年人活动场所，应采用耐火极限不低于2.00h的防火隔墙和1.00h的楼板与其他场所或部位分隔，墙上必须设置的门、窗应采用乙级防火门、窗。 bbox=[144, 949, 277, 981]
clause-text: 3.5.1 甲类仓库之间及与其他建筑、明火或散发火花地点、铁路、道路等的防火间距不应小于表3.5.1的规定。 bbox=[144, 198, 277, 211]
clause-text: 消防救援场地坡度由"不宜大于3%"调整为"应满足消防车安全停靠和消防救援作业的要求"； bbox=[286, 332, 356, 351]
new-standard-cell bbox=[0, 1788, 141, 1870]
clause-text: 6 电梯轿厢的内部装修应采用不燃材料； bbox=[144, 149, 220, 154]
clause-text: 2 无外窗的建筑应每层设置消防救援口，有外窗的建筑应自第三层起每层设置消防救援口； bbox=[3, 58, 137, 71]
clause-text: 1 场地与厂房、仓库、民用建筑之间不应设置妨碍消防车操作的树木、架空管线等障碍物和车库出入口； bbox=[144, 340, 279, 351]
clause-text: 增加了通过下沉广场等连通时的面积计算规定。 bbox=[286, 1239, 355, 1251]
clause-text: 4.3.2 住宅与非住宅功能合建的建筑应符合下列规定： bbox=[3, 856, 105, 861]
clause-text: 7.2.2 消防车登高操作场地应符合下列规定： bbox=[144, 333, 227, 337]
new-standard-cell bbox=[0, 946, 141, 1059]
clause-text: 避难走道楼板耐火极限由1.50h调整为3.00h。 bbox=[286, 2182, 357, 2194]
clause-text: 住宅与非住宅合建时楼板耐火极限由1.50h调整为2.00h。 bbox=[286, 856, 355, 868]
clause-text: 3 电梯从首层至顶层的运行时间不宜大于60s； bbox=[144, 128, 231, 133]
clause-text: 2 避难走道的地面、墙面和顶棚的内部装修材料的燃烧性能均应为A级。 bbox=[3, 2202, 131, 2215]
old-standard-cell bbox=[141, 105, 283, 182]
new-standard-cell bbox=[0, 1236, 141, 1273]
